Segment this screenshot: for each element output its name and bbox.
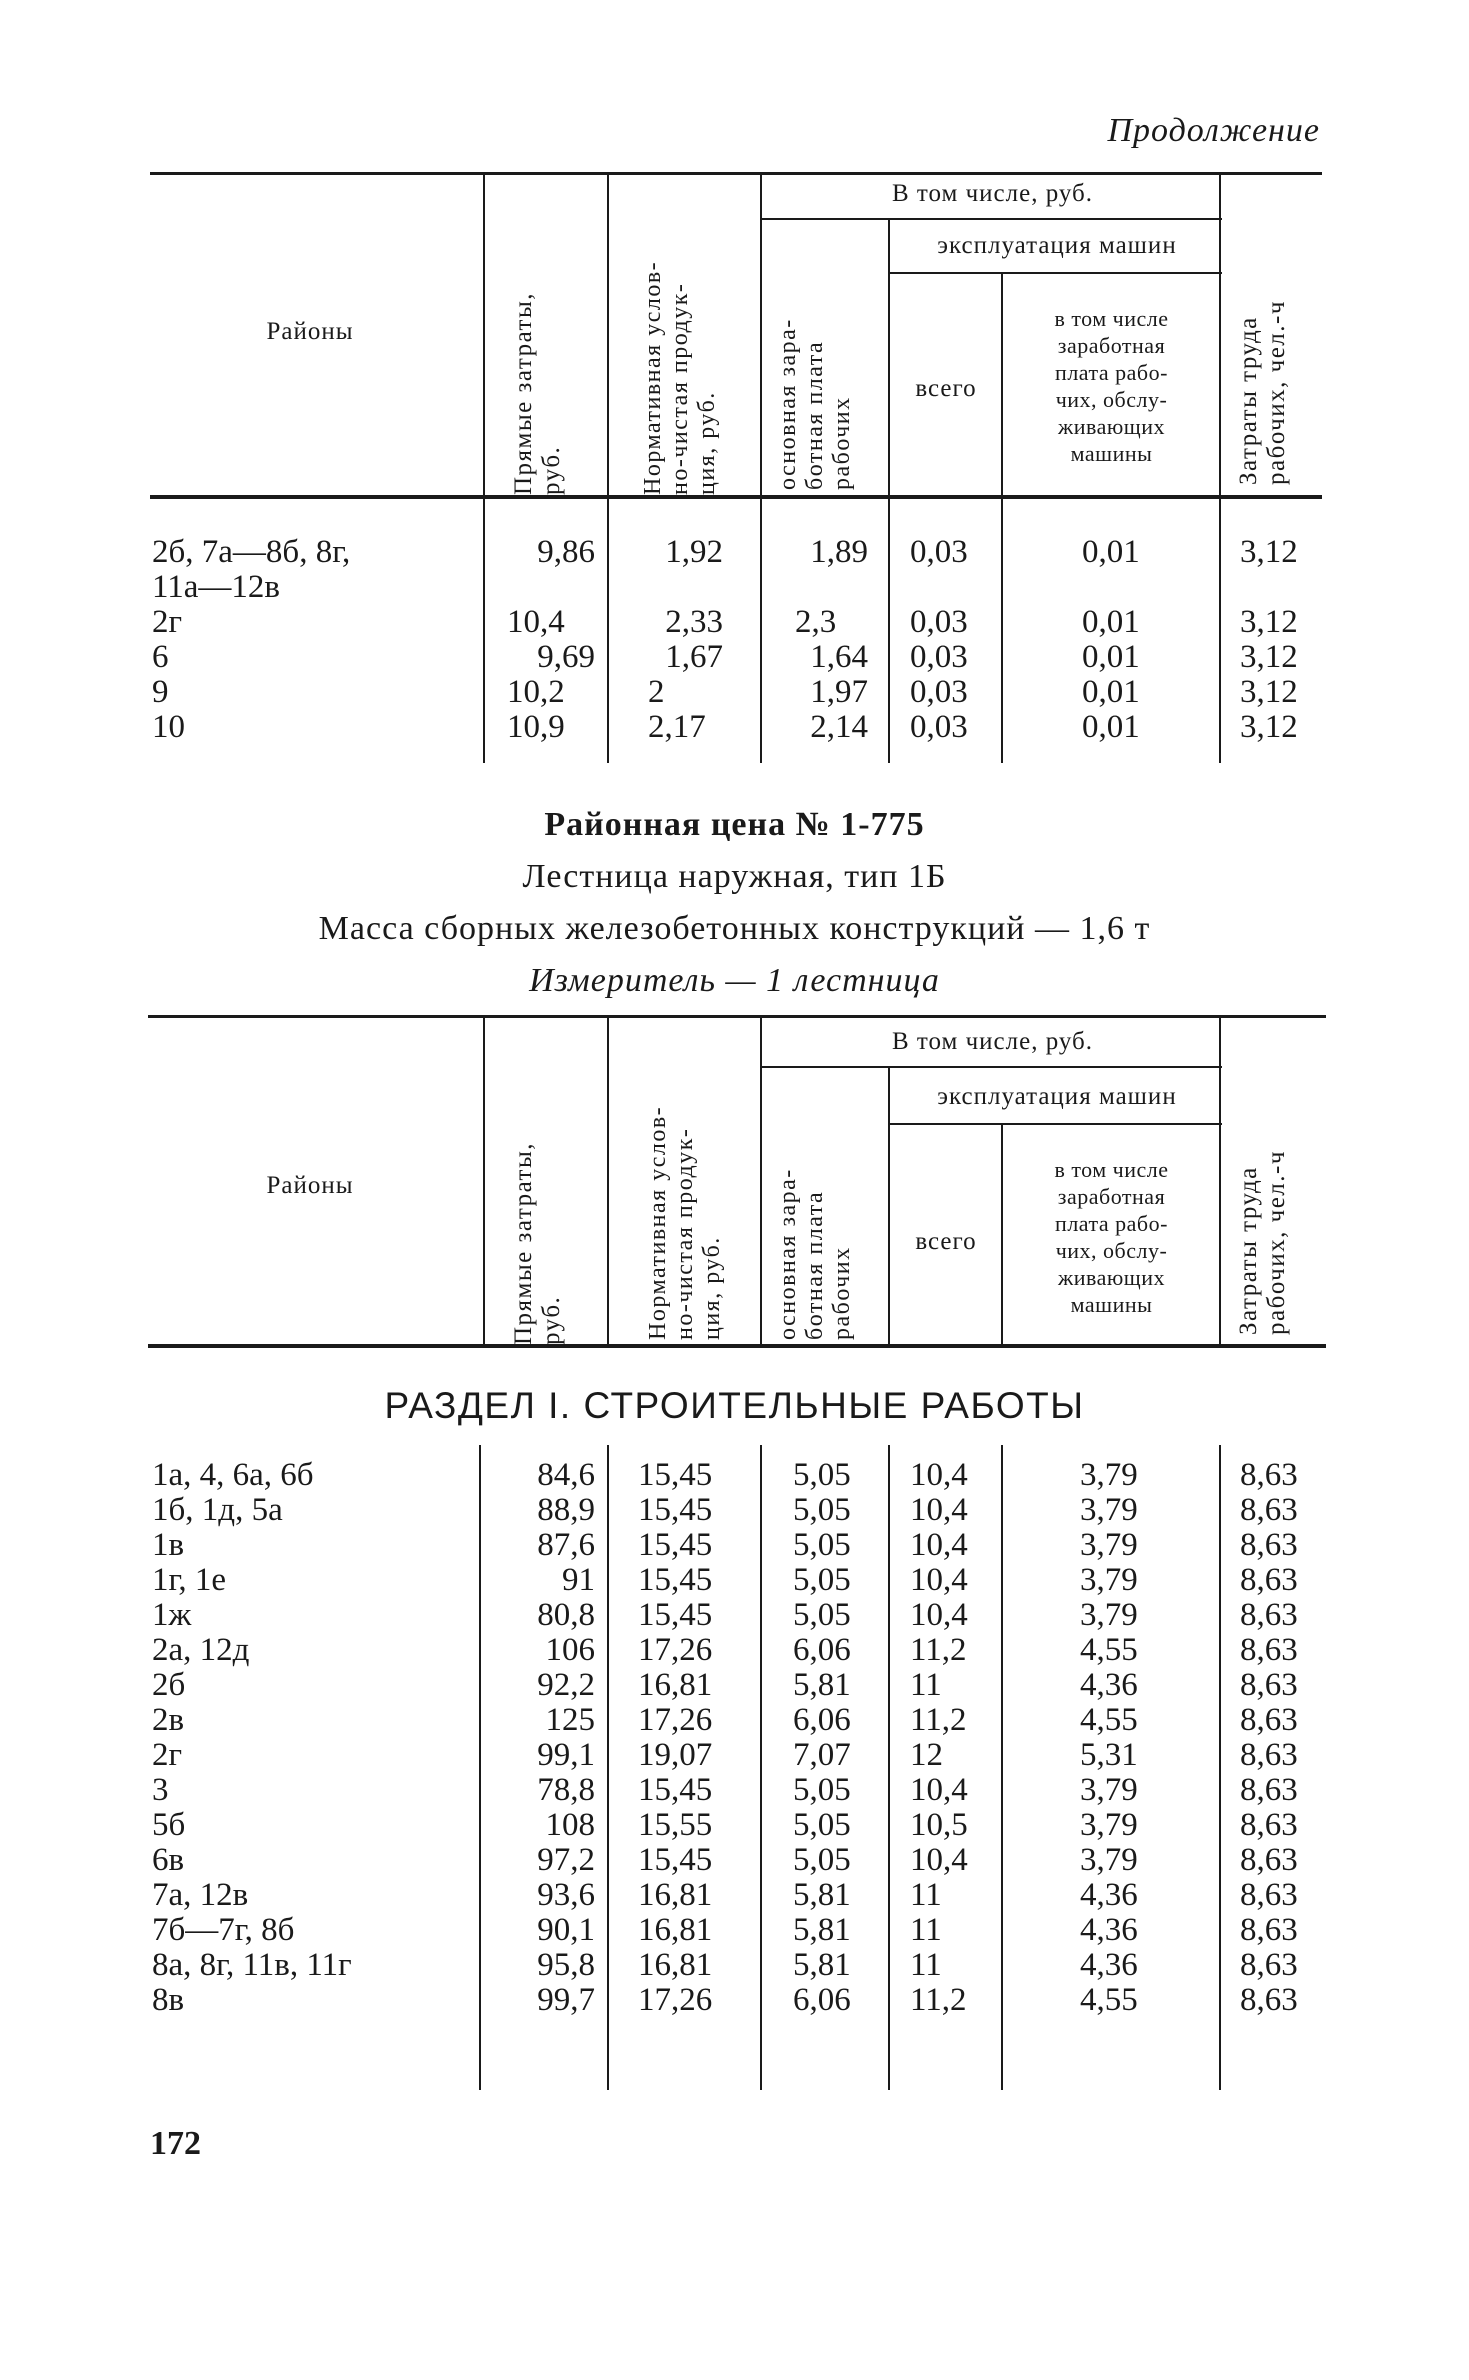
table2-header-rule <box>148 1344 1326 1348</box>
cell-labor: 8,63 <box>1240 1737 1298 1773</box>
cell-direct: 91 <box>562 1562 595 1598</box>
section-title: РАЗДЕЛ I. СТРОИТЕЛЬНЫЕ РАБОТЫ <box>384 1385 1085 1426</box>
cell-wage: 6,06 <box>793 1702 851 1738</box>
table-row <box>0 1633 1469 1668</box>
cell-incl: 3,79 <box>1080 1527 1138 1563</box>
cell-norm: 2,33 <box>665 604 723 640</box>
table-row <box>0 1598 1469 1633</box>
cell-incl: 3,79 <box>1080 1842 1138 1878</box>
table2-vline-2 <box>607 1018 609 1345</box>
cell-total: 10,4 <box>910 1562 968 1598</box>
cell-direct: 10,4 <box>507 604 565 640</box>
table2-machine-rule <box>890 1123 1222 1125</box>
cell-wage: 5,05 <box>793 1807 851 1843</box>
cell-norm: 16,81 <box>638 1947 713 1983</box>
header-normative: Нормативная услов- но-чистая продук- ция, руб. <box>645 1105 725 1340</box>
cell-labor: 3,12 <box>1240 534 1298 570</box>
cell-total: 11,2 <box>910 1982 967 2018</box>
cell-norm: 15,45 <box>638 1457 713 1493</box>
cell-incl: 4,55 <box>1080 1632 1138 1668</box>
cell-labor: 8,63 <box>1240 1457 1298 1493</box>
cell-wage: 5,05 <box>793 1772 851 1808</box>
cell-wage: 6,06 <box>793 1982 851 2018</box>
cell-region: 2б, 7а—8б, 8г, <box>152 534 351 570</box>
cell-total: 10,4 <box>910 1597 968 1633</box>
cell-total: 0,03 <box>910 639 968 675</box>
table-row <box>0 1773 1469 1808</box>
cell-incl: 0,01 <box>1082 604 1140 640</box>
cell-incl: 4,36 <box>1080 1947 1138 1983</box>
cell-labor: 3,12 <box>1240 639 1298 675</box>
cell-region: 5б <box>152 1807 186 1843</box>
header-incl-wage: в том числе заработная плата рабо- чих, обслу- живающих машины <box>1054 306 1169 466</box>
cell-total: 11 <box>910 1667 942 1703</box>
cell-region: 7а, 12в <box>152 1877 249 1913</box>
cell-incl: 4,36 <box>1080 1912 1138 1948</box>
cell-region: 11а—12в <box>152 569 281 605</box>
cell-wage: 5,05 <box>793 1457 851 1493</box>
cell-region: 2г <box>152 1737 183 1773</box>
table2-vline-1 <box>483 1018 485 1345</box>
cell-direct: 80,8 <box>537 1597 595 1633</box>
cell-labor: 3,12 <box>1240 674 1298 710</box>
cell-incl: 0,01 <box>1082 709 1140 745</box>
table1-header-rule <box>150 495 1322 499</box>
header-direct-costs: Прямые затраты, руб. <box>510 1142 565 1345</box>
table2-including-rule <box>762 1066 1222 1068</box>
table-row <box>0 1913 1469 1948</box>
header-regions: Районы <box>266 1172 354 1199</box>
cell-region: 1б, 1д, 5а <box>152 1492 283 1528</box>
table2-vline-5 <box>1001 1125 1003 1345</box>
cell-wage: 5,05 <box>793 1842 851 1878</box>
cell-total: 10,4 <box>910 1492 968 1528</box>
cell-incl: 4,55 <box>1080 1702 1138 1738</box>
table-row <box>0 675 1469 710</box>
table-row <box>0 710 1469 745</box>
cell-region: 6в <box>152 1842 185 1878</box>
header-including: В том числе, руб. <box>891 1028 1094 1055</box>
header-total: всего <box>915 375 977 402</box>
cell-labor: 8,63 <box>1240 1632 1298 1668</box>
cell-incl: 0,01 <box>1082 534 1140 570</box>
cell-wage: 5,81 <box>793 1877 851 1913</box>
cell-norm: 17,26 <box>638 1632 713 1668</box>
header-total: всего <box>915 1228 977 1255</box>
table1-top-rule <box>150 172 1322 175</box>
header-including: В том числе, руб. <box>891 180 1094 207</box>
table-row <box>0 1563 1469 1598</box>
cell-norm: 15,45 <box>638 1772 713 1808</box>
table-row <box>0 1843 1469 1878</box>
cell-wage: 5,05 <box>793 1492 851 1528</box>
meter-line: Измеритель — 1 лестница <box>529 962 940 999</box>
cell-total: 11,2 <box>910 1632 967 1668</box>
cell-direct: 10,9 <box>507 709 565 745</box>
cell-incl: 3,79 <box>1080 1562 1138 1598</box>
cell-incl: 3,79 <box>1080 1807 1138 1843</box>
cell-region: 2в <box>152 1702 185 1738</box>
cell-region: 10 <box>152 709 185 745</box>
cell-incl: 4,36 <box>1080 1877 1138 1913</box>
cell-region: 7б—7г, 8б <box>152 1912 295 1948</box>
table-row <box>0 640 1469 675</box>
cell-labor: 3,12 <box>1240 604 1298 640</box>
cell-direct: 78,8 <box>537 1772 595 1808</box>
table-row <box>0 570 1469 605</box>
cell-labor: 8,63 <box>1240 1947 1298 1983</box>
table-row <box>0 1528 1469 1563</box>
cell-region: 3 <box>152 1772 169 1808</box>
header-base-wage: основная зара- ботная плата рабочих <box>775 1168 855 1340</box>
cell-norm: 19,07 <box>638 1737 713 1773</box>
cell-wage: 5,05 <box>793 1527 851 1563</box>
cell-norm: 16,81 <box>638 1877 713 1913</box>
cell-wage: 5,81 <box>793 1667 851 1703</box>
cell-direct: 125 <box>545 1702 595 1738</box>
cell-direct: 97,2 <box>537 1842 595 1878</box>
cell-labor: 8,63 <box>1240 1982 1298 2018</box>
cell-wage: 2,14 <box>810 709 868 745</box>
cell-region: 1в <box>152 1527 185 1563</box>
cell-direct: 87,6 <box>537 1527 595 1563</box>
cell-total: 10,4 <box>910 1457 968 1493</box>
cell-direct: 99,7 <box>537 1982 595 2018</box>
table-row <box>0 1808 1469 1843</box>
header-base-wage: основная зара- ботная плата рабочих <box>775 318 855 490</box>
cell-norm: 15,45 <box>638 1562 713 1598</box>
cell-incl: 3,79 <box>1080 1492 1138 1528</box>
cell-region: 2б <box>152 1667 186 1703</box>
header-normative: Нормативная услов- но-чистая продук- ция, руб. <box>640 260 720 495</box>
cell-norm: 1,92 <box>665 534 723 570</box>
header-labor: Затраты труда рабочих, чел.-ч <box>1235 1150 1290 1335</box>
table2-vline-6 <box>1219 1018 1221 1345</box>
cell-total: 0,03 <box>910 674 968 710</box>
cell-direct: 9,69 <box>537 639 595 675</box>
cell-norm: 1,67 <box>665 639 723 675</box>
mass-line: Масса сборных железобетонных конструкций — 1,6 т <box>318 910 1151 947</box>
cell-direct: 92,2 <box>537 1667 595 1703</box>
table1-machine-rule <box>890 272 1222 274</box>
cell-region: 6 <box>152 639 169 675</box>
cell-direct: 9,86 <box>537 534 595 570</box>
cell-incl: 4,36 <box>1080 1667 1138 1703</box>
cell-region: 1ж <box>152 1597 192 1633</box>
table-row <box>0 1983 1469 2018</box>
cell-wage: 5,81 <box>793 1912 851 1948</box>
cell-total: 0,03 <box>910 534 968 570</box>
cell-wage: 6,06 <box>793 1632 851 1668</box>
cell-labor: 8,63 <box>1240 1597 1298 1633</box>
cell-total: 11,2 <box>910 1702 967 1738</box>
table1-body <box>0 535 1469 745</box>
table-row <box>0 1948 1469 1983</box>
cell-labor: 8,63 <box>1240 1807 1298 1843</box>
cell-labor: 8,63 <box>1240 1562 1298 1598</box>
cell-norm: 15,45 <box>638 1597 713 1633</box>
cell-total: 12 <box>910 1737 943 1773</box>
table2-vline-3 <box>760 1018 762 1345</box>
price-title: Районная цена № 1-775 <box>544 806 925 843</box>
cell-region: 8в <box>152 1982 185 2018</box>
cell-total: 10,4 <box>910 1527 968 1563</box>
header-regions: Районы <box>266 318 354 345</box>
cell-wage: 1,89 <box>810 534 868 570</box>
cell-total: 10,4 <box>910 1842 968 1878</box>
table-row <box>0 1878 1469 1913</box>
header-machine-ops: эксплуатация машин <box>937 232 1177 259</box>
cell-direct: 95,8 <box>537 1947 595 1983</box>
cell-direct: 108 <box>545 1807 595 1843</box>
header-labor: Затраты труда рабочих, чел.-ч <box>1235 300 1290 485</box>
cell-norm: 2 <box>648 674 665 710</box>
table2-vline-4 <box>888 1066 890 1345</box>
cell-region: 1а, 4, 6а, 6б <box>152 1457 314 1493</box>
cell-wage: 5,81 <box>793 1947 851 1983</box>
cell-wage: 1,64 <box>810 639 868 675</box>
cell-incl: 0,01 <box>1082 639 1140 675</box>
cell-norm: 15,45 <box>638 1527 713 1563</box>
continuation-label: Продолжение <box>1107 112 1320 149</box>
cell-incl: 3,79 <box>1080 1597 1138 1633</box>
cell-total: 0,03 <box>910 709 968 745</box>
cell-region: 2а, 12д <box>152 1632 250 1668</box>
cell-wage: 1,97 <box>810 674 868 710</box>
cell-incl: 3,79 <box>1080 1772 1138 1808</box>
cell-incl: 0,01 <box>1082 674 1140 710</box>
table2-body <box>0 1458 1469 2018</box>
cell-total: 10,4 <box>910 1772 968 1808</box>
cell-region: 9 <box>152 674 169 710</box>
page-number: 172 <box>150 2125 201 2162</box>
cell-labor: 8,63 <box>1240 1527 1298 1563</box>
cell-direct: 106 <box>545 1632 595 1668</box>
table-row <box>0 1703 1469 1738</box>
cell-labor: 8,63 <box>1240 1702 1298 1738</box>
cell-incl: 5,31 <box>1080 1737 1138 1773</box>
cell-norm: 15,45 <box>638 1492 713 1528</box>
table-row <box>0 535 1469 570</box>
cell-labor: 3,12 <box>1240 709 1298 745</box>
cell-wage: 7,07 <box>793 1737 851 1773</box>
cell-direct: 84,6 <box>537 1457 595 1493</box>
cell-norm: 2,17 <box>648 709 706 745</box>
cell-labor: 8,63 <box>1240 1772 1298 1808</box>
cell-wage: 5,05 <box>793 1597 851 1633</box>
cell-norm: 16,81 <box>638 1667 713 1703</box>
table-row <box>0 605 1469 640</box>
cell-direct: 90,1 <box>537 1912 595 1948</box>
cell-norm: 16,81 <box>638 1912 713 1948</box>
cell-norm: 17,26 <box>638 1982 713 2018</box>
price-subtitle: Лестница наружная, тип 1Б <box>522 858 947 895</box>
cell-region: 2г <box>152 604 183 640</box>
header-incl-wage: в том числе заработная плата рабо- чих, обслу- живающих машины <box>1054 1157 1169 1317</box>
cell-labor: 8,63 <box>1240 1877 1298 1913</box>
cell-direct: 93,6 <box>537 1877 595 1913</box>
cell-total: 11 <box>910 1912 942 1948</box>
cell-wage: 2,3 <box>795 604 837 640</box>
cell-total: 10,5 <box>910 1807 968 1843</box>
table-row <box>0 1668 1469 1703</box>
cell-norm: 15,45 <box>638 1842 713 1878</box>
cell-total: 0,03 <box>910 604 968 640</box>
cell-norm: 17,26 <box>638 1702 713 1738</box>
cell-incl: 3,79 <box>1080 1457 1138 1493</box>
cell-direct: 88,9 <box>537 1492 595 1528</box>
cell-total: 11 <box>910 1877 942 1913</box>
cell-labor: 8,63 <box>1240 1912 1298 1948</box>
cell-wage: 5,05 <box>793 1562 851 1598</box>
cell-region: 1г, 1е <box>152 1562 226 1598</box>
cell-direct: 10,2 <box>507 674 565 710</box>
cell-direct: 99,1 <box>537 1737 595 1773</box>
cell-labor: 8,63 <box>1240 1667 1298 1703</box>
cell-labor: 8,63 <box>1240 1492 1298 1528</box>
table2-top-rule <box>148 1015 1326 1018</box>
cell-norm: 15,55 <box>638 1807 713 1843</box>
table-row <box>0 1458 1469 1493</box>
cell-total: 11 <box>910 1947 942 1983</box>
header-direct-costs: Прямые затраты, руб. <box>510 292 565 495</box>
cell-region: 8а, 8г, 11в, 11г <box>152 1947 352 1983</box>
cell-incl: 4,55 <box>1080 1982 1138 2018</box>
header-machine-ops: эксплуатация машин <box>937 1083 1177 1110</box>
table-row <box>0 1738 1469 1773</box>
table-row <box>0 1493 1469 1528</box>
cell-labor: 8,63 <box>1240 1842 1298 1878</box>
